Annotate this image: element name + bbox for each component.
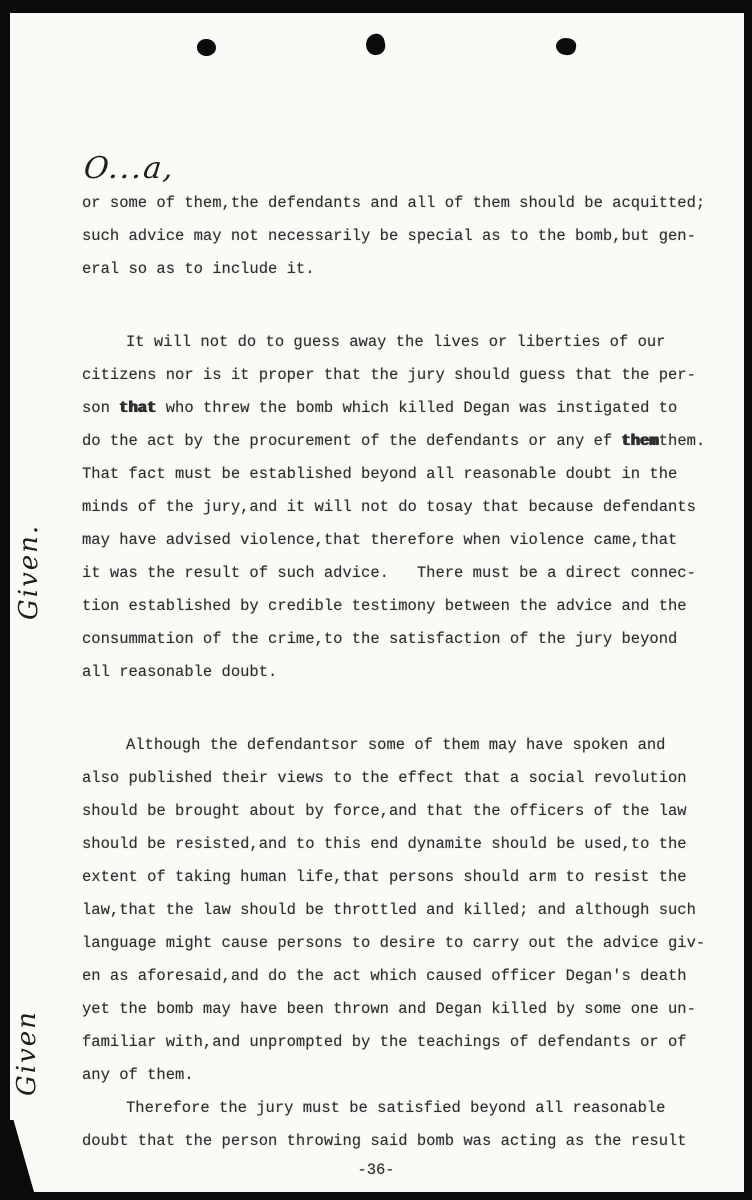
paragraph [82,326,730,689]
text-line: should be brought about by force,and that the officers of the law [82,802,687,820]
page-corner-fold [9,1120,34,1192]
handwritten-annotation: O...a, [82,151,177,186]
margin-note-given: Given. [14,523,44,620]
text-line: law,that the law should be throttled and killed; and although such [82,901,696,919]
text-line: citizens nor is it proper that the jury should guess that the per- [82,366,696,384]
text-line: tion established by credible testimony between the advice and the [82,597,687,615]
margin-note-given: Given [12,1010,42,1096]
document-body [82,187,730,1158]
text-line: such advice may not necessarily be special as to the bomb,but gen- [82,227,696,245]
text-segment: do the act by the procurement of the defendants or any ef [82,432,622,450]
text-line: consummation of the crime,to the satisfaction of the jury beyond [82,630,678,648]
text-line: It will not do to guess away the lives or liberties of our [126,333,666,351]
text-line: en as aforesaid,and do the act which caused officer Degan's death [82,967,687,985]
punch-hole-icon [555,37,577,57]
paragraph [82,187,730,286]
text-line [82,425,730,458]
text-line: all reasonable doubt. [82,663,278,681]
page-number: -36- [357,1161,395,1179]
text-line: That fact must be established beyond all reasonable doubt in the [82,465,678,483]
scan-border-top [0,0,752,13]
text-line: yet the bomb may have been thrown and Degan killed by some one un- [82,1000,696,1018]
punch-hole-icon [364,32,387,56]
text-line [82,392,730,425]
text-line: language might cause persons to desire to carry out the advice giv- [82,934,706,952]
scan-border-left [0,0,10,1200]
text-segment: them. [658,432,706,450]
text-line: Therefore the jury must be satisfied beyond all reasonable [126,1099,666,1117]
scan-border-right [744,0,752,1200]
scan-border-bottom [0,1192,752,1200]
text-line: minds of the jury,and it will not do tosay that because defendants [82,498,696,516]
text-line: any of them. [82,1066,194,1084]
text-line: familiar with,and unprompted by the teachings of defendants or of [82,1033,687,1051]
text-line: or some of them,the defendants and all of them should be acquitted; [82,194,706,212]
punch-hole-icon [197,39,216,56]
text-line: eral so as to include it. [82,260,315,278]
text-line: may have advised violence,that therefore when violence came,that [82,531,678,549]
text-segment: who threw the bomb which killed Degan was instigated to [156,399,678,417]
paragraph [82,729,730,1092]
text-line: Although the defendantsor some of them may have spoken and [126,736,666,754]
text-line: extent of taking human life,that persons should arm to resist the [82,868,687,886]
text-line: also published their views to the effect that a social revolution [82,769,687,787]
text-line: it was the result of such advice. There must be a direct connec- [82,564,696,582]
text-line: should be resisted,and to this end dynamite should be used,to the [82,835,687,853]
text-segment: son [82,399,120,417]
overstruck-word: that [119,399,157,417]
text-line: doubt that the person throwing said bomb was acting as the result [82,1132,687,1150]
paragraph [82,1092,730,1158]
overstruck-word: them [621,432,659,450]
